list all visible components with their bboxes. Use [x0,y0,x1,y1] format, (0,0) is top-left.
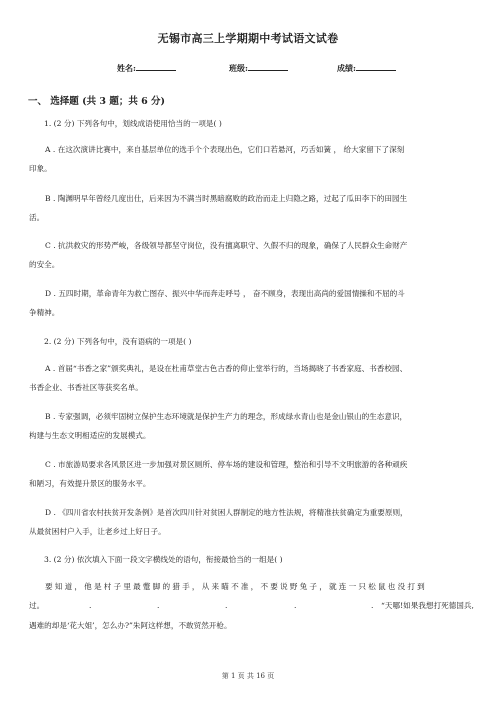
page-title: 无锡市高三上学期期中考试语文试卷 [157,32,339,45]
q1-option-c-line1: C . 抗洪救灾的形势严峻，各级领导都坚守岗位，没有擅离职守、久假不归的现象，确保了人民群众生命财产 [45,241,408,250]
q3-passage-line2 [29,600,474,611]
section-heading: 一、 选择题 (共 3 题；共 6 分) [28,96,166,107]
q1-option-d-line1: D . 五四时期，革命青年为救亡图存、振兴中华而奔走呼号 ， 奋不顾身，表现出高尚的爱国情操和不屈的斗 [45,289,405,298]
blank-mark: . [225,601,228,610]
blank-mark: . [157,601,160,610]
q1-option-b-line2: 活。 [29,213,45,222]
class-field [229,62,288,74]
class-label: 班级: [229,63,248,73]
q3-passage-end: “天哪!如果我想打死德国兵, [381,601,474,610]
q2-option-a-line1: A . 首届“书香之家”颁奖典礼，是设在杜甫草堂古色古香的仰止堂举行的，当场揭晓了书香家庭、书香校园、 [45,364,408,373]
q2-option-c-line2: 和陋习，有效提升景区的服务水平。 [29,479,151,488]
question-1-stem: 1. (2 分) 下列各句中，划线成语使用恰当的一项是( ) [44,119,222,128]
name-blank [136,62,176,71]
score-field [337,62,396,74]
q3-passage-line3: 遇难的却是‘花大姐’，怎么办?”朱阿这样想，不敢贸然开枪。 [29,621,232,630]
q1-option-c-line2: 的安全。 [29,260,60,269]
q2-option-b-line2: 构建与生态文明相适应的发展模式。 [29,431,151,440]
q1-option-a-line2: 印象。 [29,164,52,173]
class-blank [248,62,288,71]
blank-mark: . [294,601,297,610]
score-blank [356,62,396,71]
q2-option-a-line2: 书香企业、书香社区等获奖名单。 [29,383,143,392]
name-field [117,62,176,74]
q3-passage-line1: 要知道，他是村子里最蹩脚的猎手，从来瞄不准，不要说野兔子，就连一只松鼠也没打到 [45,582,427,591]
q2-option-d-line1: D . 《四川省农村扶贫开发条例》是首次四川针对贫困人群制定的地方性法规，将精准扶贫确定为重要原则， [45,508,408,517]
score-label: 成绩: [337,63,356,73]
question-3-stem: 3. (2 分) 依次填入下面一段文字横线处的语句，衔接最恰当的一组是( ) [44,555,283,564]
q2-option-d-line2: 从最贫困村户入手，让老乡过上好日子。 [29,527,166,536]
name-label: 姓名: [117,63,136,73]
q3-passage-start: 过。 [29,601,45,610]
q1-option-a-line1: A . 在这次演讲比赛中，来自基层单位的选手个个表现出色，它们口若悬河，巧舌如簧 ， 给大家留下了深刻 [45,145,405,154]
q1-option-b-line1: B . 陶渊明早年曾经几度出仕，后来因为不满当时黑暗腐败的政治而走上归隐之路，过起了瓜田李下的田园生 [45,194,408,203]
question-2-stem: 2. (2 分) 下列各句中，没有语病的一项是( ) [44,337,192,346]
q2-option-b-line1: B . 专家强调，必须牢固树立保护生态环境就是保护生产力的理念，形成绿水青山也是金山银山的生态意识， [45,412,408,421]
q1-option-d-line2: 争精神。 [29,308,60,317]
blank-mark: . [89,601,92,610]
blank-mark: . [371,601,374,610]
q2-option-c-line1: C . 市旅游局要求各风景区进一步加强对景区厕所、停车场的建设和管理，整治和引导不文明旅游的各种顽疾 [45,460,408,469]
page-footer: 第 1 页 共 16 页 [221,672,275,680]
